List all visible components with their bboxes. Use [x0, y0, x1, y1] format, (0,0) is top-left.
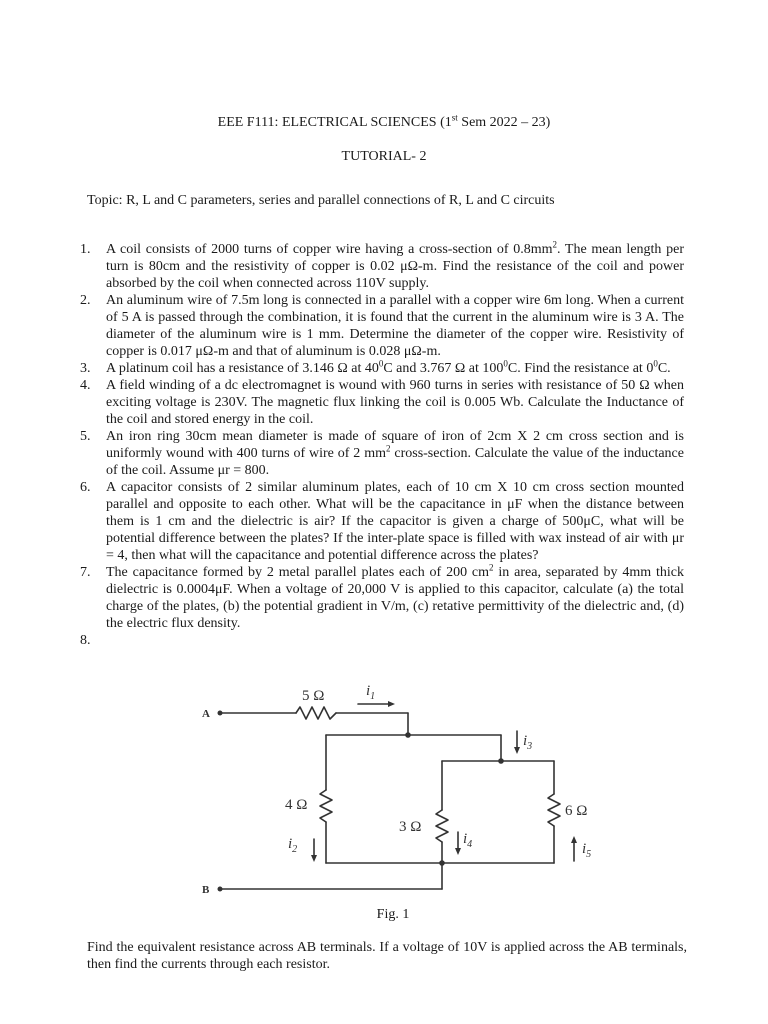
- tutorial-number: TUTORIAL- 2: [341, 149, 427, 164]
- circuit-figure: [196, 676, 596, 906]
- question-text: An aluminum wire of 7.5m long is connected in a parallel with a copper wire 6m long. When a current of 5 A is passed through the combination, it is found that the current in the aluminum wire is 3 A. The diameter of the aluminum wire is 1 mm. Determine the diameter of the copper wire. Resistivity of copper is 0.017 μΩ-m and that of aluminum is 0.028 μΩ-m.: [106, 293, 684, 359]
- title-text-end: Sem 2022 – 23): [457, 115, 551, 130]
- question-item: [80, 292, 684, 360]
- question-text: A platinum coil has a resistance of 3.146 Ω at 40: [106, 361, 379, 376]
- label-r-4: 4 Ω: [285, 797, 308, 813]
- question-text: C and 3.767 Ω at 100: [383, 361, 504, 376]
- label-current-i4: [463, 831, 472, 850]
- superscript: 2: [385, 443, 391, 454]
- question-number: 7.: [80, 565, 91, 580]
- current-index: 4: [467, 839, 473, 850]
- label-r-5: 5 Ω: [302, 688, 325, 704]
- superscript: 2: [489, 562, 494, 573]
- question-text: . The mean length per turn is 80cm and the resistivity of copper is 0.02 μΩ-m. Find the resistance of the coil and power absorbed by the coil when connected across 110V supply.: [106, 242, 685, 291]
- question-text: A field winding of a dc electromagnet is wound with 960 turns in series with resistance of 50 Ω when exciting voltage is 230V. The magnetic flux linking the coil is 0.005 Wb. Calculate the Inductance of the coil and stored energy in the coil.: [106, 378, 684, 427]
- current-letter: i: [582, 841, 587, 857]
- current-letter: i: [366, 683, 371, 699]
- node-right: [498, 758, 504, 764]
- current-letter: i: [523, 733, 528, 749]
- superscript: 2: [552, 239, 557, 250]
- question-item: [80, 632, 684, 649]
- topic-line: Topic: R, L and C parameters, series and parallel connections of R, L and C circuits: [87, 193, 555, 208]
- current-index: 2: [292, 844, 298, 855]
- superscript: 0: [378, 358, 384, 369]
- node-bottom: [439, 860, 445, 866]
- question-item: [80, 428, 684, 479]
- label-terminal-a: A: [202, 708, 210, 720]
- current-letter: i: [463, 831, 468, 847]
- document-title: [0, 114, 768, 131]
- question-number: 6.: [80, 480, 91, 495]
- node-top: [405, 732, 411, 738]
- circuit-diagram: [196, 676, 596, 906]
- arrowhead-i2: [311, 855, 317, 862]
- title-text: EEE F111: ELECTRICAL SCIENCES (1: [217, 115, 452, 130]
- label-r-3: 3 Ω: [399, 819, 422, 835]
- question-number: 3.: [80, 361, 91, 376]
- terminal-b-dot: [218, 887, 223, 892]
- question-list: [80, 241, 684, 649]
- arrowhead-i4: [455, 848, 461, 855]
- question-text: cross-section. Calculate the value of the inductance of the coil. Assume μr = 800.: [106, 446, 684, 478]
- label-current-i5: [582, 841, 591, 860]
- label-current-i1: [366, 683, 375, 702]
- question-number: 5.: [80, 429, 91, 444]
- question-item: [80, 360, 684, 377]
- superscript: 0: [653, 358, 658, 369]
- question-item: [80, 564, 684, 632]
- question-item: [80, 241, 684, 292]
- arrowhead-i5: [571, 836, 577, 843]
- arrowhead-i3: [514, 747, 520, 754]
- resistor-3-ohm: [436, 810, 448, 842]
- question-text: An iron ring 30cm mean diameter is made of square of iron of 2cm X 2 cm cross section and is uniformly wound with 400 turns of wire of 2 mm: [106, 429, 684, 461]
- current-index: 1: [370, 691, 376, 702]
- title-superscript: st: [451, 112, 458, 123]
- question-number: 1.: [80, 242, 91, 257]
- question-text: C. Find the resistance at 0: [507, 361, 654, 376]
- resistor-5-ohm: [296, 707, 336, 719]
- question-text: in area, separated by 4mm thick dielectric is 0.0004μF. When a voltage of 20,000 V is applied to this capacitor, calculate (a) the total charge of the plates, (b) the potential gradient in V/m, (c) retative permittivity of the dielectric and, (d) the electric flux density.: [106, 565, 684, 631]
- current-index: 3: [527, 741, 533, 752]
- superscript: 0: [503, 358, 508, 369]
- question-text: The capacitance formed by 2 metal parallel plates each of 200 cm: [106, 565, 490, 580]
- question-number: 4.: [80, 378, 91, 393]
- figure-caption: Fig. 1: [376, 907, 410, 922]
- question-item: [80, 479, 684, 564]
- current-letter: i: [288, 836, 293, 852]
- question-text: A coil consists of 2000 turns of copper wire having a cross-section of 0.8mm: [106, 242, 553, 257]
- resistor-6-ohm: [548, 794, 560, 826]
- label-current-i3: [523, 733, 532, 752]
- arrowhead-i1: [388, 701, 395, 707]
- label-current-i2: [288, 836, 297, 855]
- question-8-text: Find the equivalent resistance across AB terminals. If a voltage of 10V is applied across the AB terminals, then find the currents through each resistor.: [87, 940, 687, 972]
- terminal-a-dot: [218, 711, 223, 716]
- question-number: 2.: [80, 293, 91, 308]
- label-r-6: 6 Ω: [565, 803, 588, 819]
- current-index: 5: [586, 849, 592, 860]
- question-number: 8.: [80, 633, 91, 648]
- label-terminal-b: B: [202, 884, 210, 896]
- question-item: [80, 377, 684, 428]
- question-text: A capacitor consists of 2 similar aluminum plates, each of 10 cm X 10 cm cross section mounted parallel and opposite to each other. What will be the capacitance in μF when the distance between them is 1 cm and the dielectric is air? If the capacitor is given a charge of 500μC, what will be potential difference between the plates? If the inter-plate space is filled with wax instead of air with μr = 4, then what will the capacitance and potential difference across the plates?: [106, 480, 684, 563]
- resistor-4-ohm: [320, 790, 332, 822]
- question-text: C.: [657, 361, 671, 376]
